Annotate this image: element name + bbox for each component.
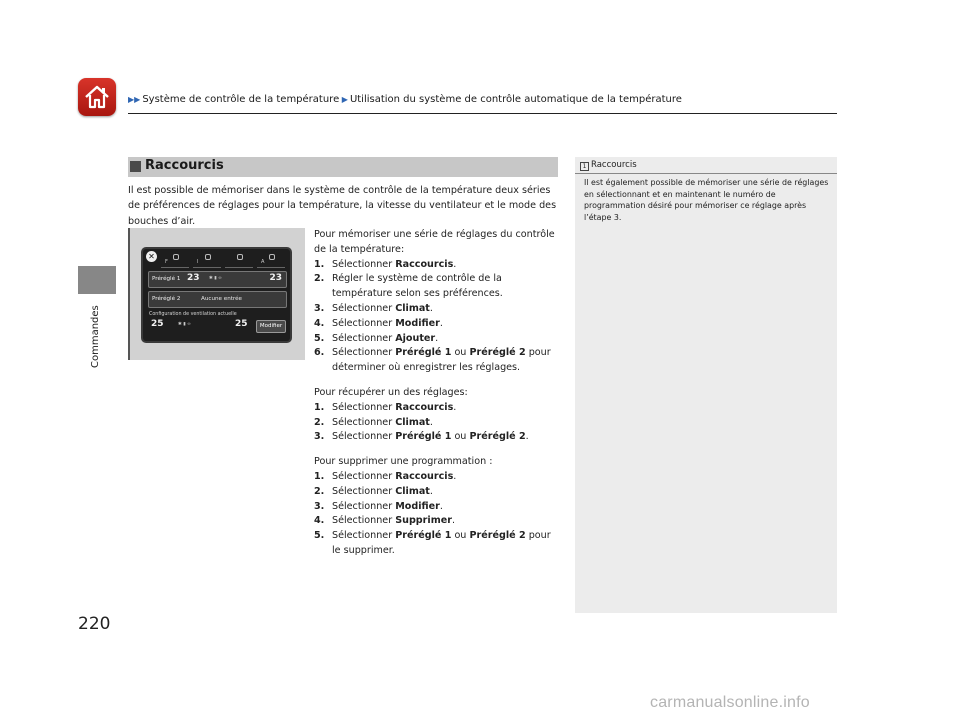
store-intro: Pour mémoriser une série de réglages du contrôle de la température: xyxy=(314,229,555,255)
instructions xyxy=(314,228,562,559)
delete-step-5: 5. Sélectionner Préréglé 1 ou Préréglé 2 pour le supprimer. xyxy=(314,530,551,556)
breadcrumb xyxy=(128,94,682,105)
screen-illustration xyxy=(128,228,305,360)
store-step-6: 6. Sélectionner Préréglé 1 ou Préréglé 2 pour déterminer où enregistrer les réglages. xyxy=(314,347,551,374)
illustration-edge xyxy=(128,228,130,360)
section-heading xyxy=(128,157,558,177)
current-config-label: Configuration de ventilation actuelle xyxy=(149,312,237,317)
mode-button-4: A xyxy=(257,253,285,268)
breadcrumb-arrow-icon: ▶▶ xyxy=(128,95,141,104)
mode-button-1: F xyxy=(161,253,189,268)
delete-intro: Pour supprimer une programmation : xyxy=(314,456,493,468)
delete-step-4: 4. Sélectionner Supprimer. xyxy=(314,515,455,527)
delete-step-1: 1. Sélectionner Raccourcis. xyxy=(314,470,457,482)
recall-intro: Pour récupérer un des réglages: xyxy=(314,386,468,398)
store-step-1: 1. Sélectionner Raccourcis. xyxy=(314,258,457,270)
recall-step-1: 1. Sélectionner Raccourcis. xyxy=(314,401,457,413)
section-title: Raccourcis xyxy=(145,158,224,173)
section-intro: Il est possible de mémoriser dans le système de contrôle de la température deux séries de préférences de réglages pour la température, la vitesse du ventilateur et le mode des bouches d’air. xyxy=(128,185,557,227)
watermark: carmanualsonline.info xyxy=(650,694,810,711)
section-square-icon xyxy=(130,161,141,172)
delete-step-2: 2. Sélectionner Climat. xyxy=(314,485,433,497)
home-button[interactable] xyxy=(78,78,116,116)
preset-1-temp-left: 23 xyxy=(187,273,200,283)
recall-step-2: 2. Sélectionner Climat. xyxy=(314,416,433,428)
sidebar-note-heading xyxy=(580,160,637,171)
note-icon: 1 xyxy=(580,162,589,171)
chapter-tab-label: Commandes xyxy=(90,305,101,368)
touchscreen xyxy=(143,249,290,341)
current-temp-right: 25 xyxy=(235,319,248,329)
store-step-3: 3. Sélectionner Climat. xyxy=(314,302,433,314)
breadcrumb-link-climate[interactable]: Système de contrôle de la température xyxy=(142,94,340,105)
preset-2-label: Préréglé 2 xyxy=(152,296,181,302)
mode-button-2: I xyxy=(193,253,221,268)
fan-icon: ✱ ▮ ∞ xyxy=(209,276,222,281)
store-step-4: 4. Sélectionner Modifier. xyxy=(314,317,443,329)
breadcrumb-arrow-icon: ▶ xyxy=(339,95,348,104)
recall-step-3: 3. Sélectionner Préréglé 1 ou Préréglé 2. xyxy=(314,431,529,443)
home-icon xyxy=(83,83,111,111)
preset-2-empty: Aucune entrée xyxy=(201,296,242,302)
preset-1-label: Préréglé 1 xyxy=(152,276,181,282)
current-temp-left: 25 xyxy=(151,319,164,329)
sidebar-divider xyxy=(575,173,837,174)
chapter-tab[interactable] xyxy=(78,266,116,294)
fan-icon: ✱ ▮ ∞ xyxy=(178,322,191,327)
preset-1-row xyxy=(148,271,287,288)
store-step-5: 5. Sélectionner Ajouter. xyxy=(314,332,439,344)
header-divider xyxy=(128,113,837,114)
preset-2-row xyxy=(148,291,287,308)
preset-1-temp-right: 23 xyxy=(269,273,282,283)
sidebar-note xyxy=(575,157,837,613)
close-icon: ✕ xyxy=(146,251,157,262)
delete-step-3: 3. Sélectionner Modifier. xyxy=(314,500,443,512)
mode-row xyxy=(161,253,286,267)
modify-button: Modifier xyxy=(256,320,286,333)
sidebar-note-title[interactable]: Raccourcis xyxy=(591,160,637,170)
sidebar-note-text: Il est également possible de mémoriser une série de réglages en sélectionnant et en maintenant le numéro de programmation désiré pour mémoriser ce réglage après l’étape 3. xyxy=(584,178,829,223)
breadcrumb-current: Utilisation du système de contrôle automatique de la température xyxy=(349,94,682,105)
current-config-row xyxy=(148,319,285,333)
mode-button-3 xyxy=(225,253,253,268)
page-number: 220 xyxy=(78,614,111,634)
store-step-2: 2. Régler le système de contrôle de la température selon ses préférences. xyxy=(314,273,503,300)
